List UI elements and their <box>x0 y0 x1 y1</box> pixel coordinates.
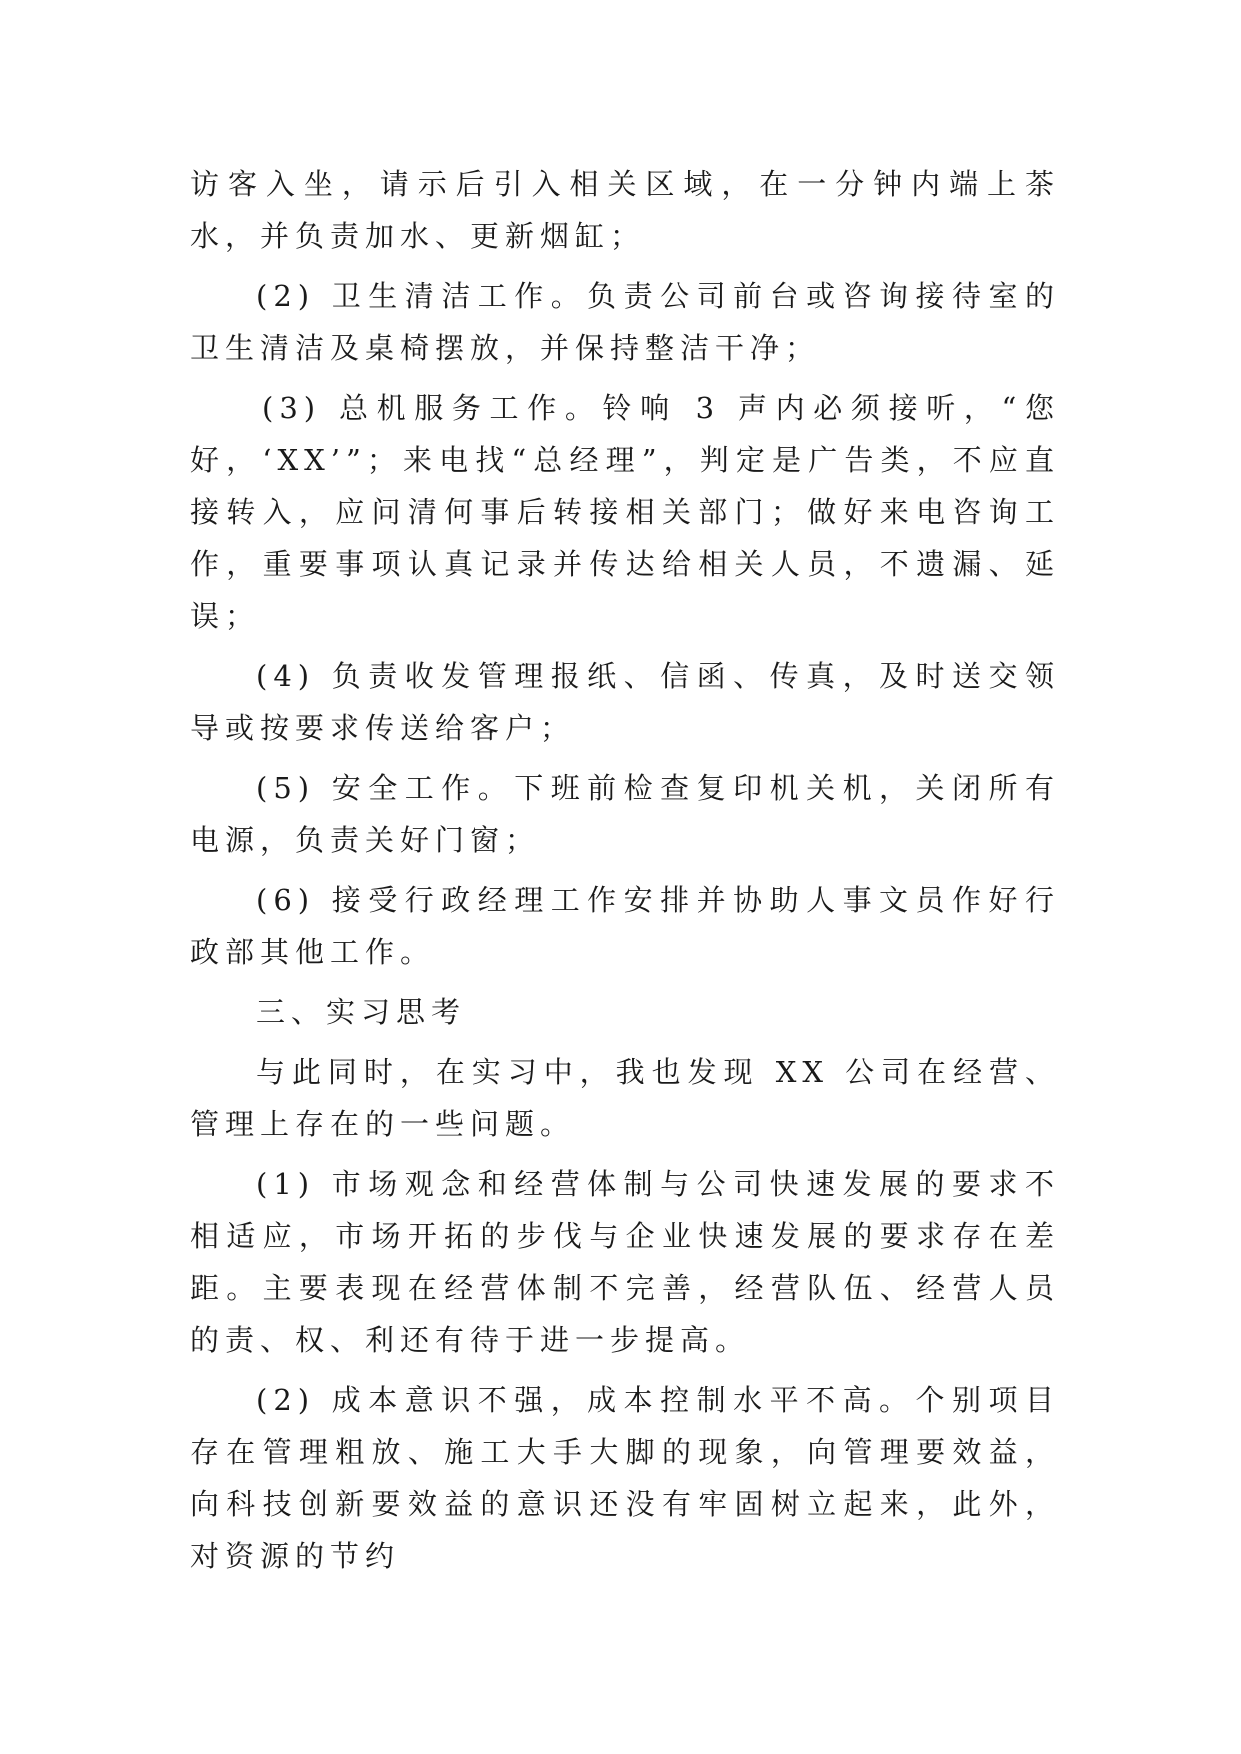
paragraph-intro: 与此同时，在实习中，我也发现 XX 公司在经营、管理上存在的一些问题。 <box>190 1055 1060 1141</box>
paragraph-item-4: (4) 负责收发管理报纸、信函、传真，及时送交领导或按要求传送给客户； <box>190 659 1060 745</box>
paragraph-item-3: (3) 总机服务工作。铃响 3 声内必须接听，“您好，‘XX’”；来电找“总经理”，判定是广告类，不应直接转入，应问清何事后转接相关部门；做好来电咨询工作，重要事项认真记录并传达给相关人员，不遗漏、延误； <box>190 391 1060 633</box>
paragraph-item-5: (5) 安全工作。下班前检查复印机关机，关闭所有电源，负责关好门窗； <box>190 771 1060 857</box>
body-text <box>190 158 1060 1582</box>
paragraph-item-2: (2) 卫生清洁工作。负责公司前台或咨询接待室的卫生清洁及桌椅摆放，并保持整洁干净； <box>190 279 1060 365</box>
section-heading: 三、实习思考 <box>256 995 467 1029</box>
paragraph-continuation: 访客入坐，请示后引入相关区域，在一分钟内端上茶水，并负责加水、更新烟缸； <box>190 167 1060 253</box>
paragraph-item-6: (6) 接受行政经理工作安排并协助人事文员作好行政部其他工作。 <box>190 883 1060 969</box>
paragraph-problem-2: (2) 成本意识不强，成本控制水平不高。个别项目存在管理粗放、施工大手大脚的现象，向管理要效益，向科技创新要效益的意识还没有牢固树立起来，此外，对资源的节约 <box>190 1383 1060 1573</box>
paragraph-problem-1: (1) 市场观念和经营体制与公司快速发展的要求不相适应，市场开拓的步伐与企业快速发展的要求存在差距。主要表现在经营体制不完善，经营队伍、经营人员的责、权、利还有待于进一步提高。 <box>190 1167 1060 1357</box>
